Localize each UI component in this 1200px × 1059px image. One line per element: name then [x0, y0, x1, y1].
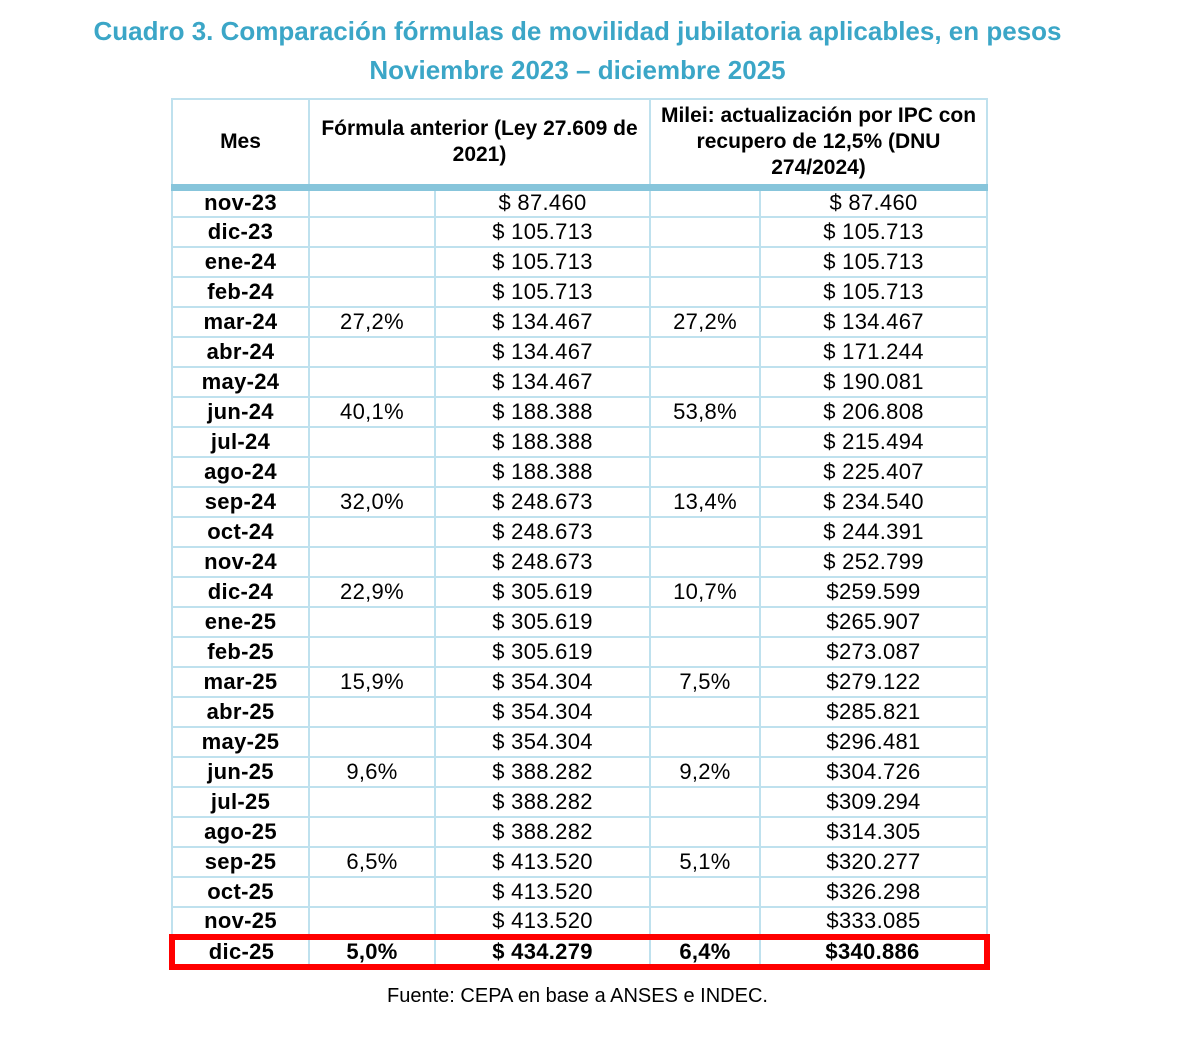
- cell-pct-milei: 10,7%: [650, 577, 760, 607]
- cell-monto-milei: $ 190.081: [760, 367, 987, 397]
- cell-monto-anterior: $ 134.467: [435, 307, 650, 337]
- cell-pct-milei: [650, 247, 760, 277]
- table-header: [172, 99, 987, 187]
- cell-monto-anterior: $ 305.619: [435, 607, 650, 637]
- table-row: [172, 637, 987, 667]
- header-row: [172, 99, 987, 187]
- header-mes: Mes: [172, 99, 309, 187]
- cell-monto-anterior: $ 248.673: [435, 487, 650, 517]
- cell-mes: nov-25: [172, 907, 309, 937]
- cell-monto-anterior: $ 354.304: [435, 727, 650, 757]
- cell-mes: ago-25: [172, 817, 309, 847]
- cell-mes: dic-23: [172, 217, 309, 247]
- cell-monto-anterior: $ 105.713: [435, 217, 650, 247]
- cell-pct-milei: [650, 217, 760, 247]
- table-row: [172, 607, 987, 637]
- cell-monto-milei: $273.087: [760, 637, 987, 667]
- cell-monto-anterior: $ 388.282: [435, 787, 650, 817]
- cell-pct-anterior: 27,2%: [309, 307, 435, 337]
- cell-pct-anterior: [309, 457, 435, 487]
- table-row: [172, 457, 987, 487]
- cell-mes: feb-25: [172, 637, 309, 667]
- cell-monto-milei: $340.886: [760, 937, 987, 967]
- cell-pct-anterior: [309, 217, 435, 247]
- cell-pct-anterior: 22,9%: [309, 577, 435, 607]
- cell-pct-anterior: 40,1%: [309, 397, 435, 427]
- cell-mes: oct-25: [172, 877, 309, 907]
- cell-mes: dic-25: [172, 937, 309, 967]
- table-row: [172, 247, 987, 277]
- cell-pct-anterior: [309, 787, 435, 817]
- cell-pct-milei: 13,4%: [650, 487, 760, 517]
- cell-pct-anterior: [309, 637, 435, 667]
- cell-monto-anterior: $ 413.520: [435, 877, 650, 907]
- table-title: Cuadro 3. Comparación fórmulas de movilidad jubilatoria aplicables, en pesos: [93, 16, 1062, 46]
- cell-monto-milei: $326.298: [760, 877, 987, 907]
- cell-monto-milei: $296.481: [760, 727, 987, 757]
- cell-monto-milei: $ 171.244: [760, 337, 987, 367]
- source-note: Fuente: CEPA en base a ANSES e INDEC.: [387, 985, 768, 1007]
- table-row: [172, 697, 987, 727]
- cell-pct-milei: [650, 637, 760, 667]
- cell-pct-milei: [650, 907, 760, 937]
- comparison-table: [169, 98, 990, 970]
- cell-mes: abr-24: [172, 337, 309, 367]
- table-row: [172, 547, 987, 577]
- cell-pct-milei: 7,5%: [650, 667, 760, 697]
- cell-pct-milei: [650, 727, 760, 757]
- cell-pct-milei: [650, 337, 760, 367]
- cell-monto-milei: $ 87.460: [760, 187, 987, 217]
- cell-pct-milei: [650, 817, 760, 847]
- cell-monto-milei: $ 225.407: [760, 457, 987, 487]
- cell-pct-milei: [650, 787, 760, 817]
- cell-monto-anterior: $ 87.460: [435, 187, 650, 217]
- cell-monto-milei: $ 134.467: [760, 307, 987, 337]
- cell-monto-anterior: $ 188.388: [435, 427, 650, 457]
- cell-monto-anterior: $ 305.619: [435, 577, 650, 607]
- cell-monto-anterior: $ 388.282: [435, 757, 650, 787]
- cell-pct-anterior: 6,5%: [309, 847, 435, 877]
- cell-monto-anterior: $ 134.467: [435, 337, 650, 367]
- cell-monto-milei: $265.907: [760, 607, 987, 637]
- table-row: [172, 817, 987, 847]
- cell-monto-milei: $ 206.808: [760, 397, 987, 427]
- cell-mes: jul-24: [172, 427, 309, 457]
- cell-mes: sep-24: [172, 487, 309, 517]
- table-row: [172, 937, 987, 967]
- cell-mes: oct-24: [172, 517, 309, 547]
- cell-monto-milei: $314.305: [760, 817, 987, 847]
- cell-pct-anterior: [309, 547, 435, 577]
- cell-mes: ene-24: [172, 247, 309, 277]
- cell-pct-anterior: [309, 517, 435, 547]
- cell-pct-milei: [650, 547, 760, 577]
- cell-pct-milei: [650, 697, 760, 727]
- cell-pct-anterior: [309, 907, 435, 937]
- cell-monto-milei: $ 105.713: [760, 217, 987, 247]
- cell-pct-anterior: 9,6%: [309, 757, 435, 787]
- cell-monto-anterior: $ 434.279: [435, 937, 650, 967]
- cell-monto-milei: $279.122: [760, 667, 987, 697]
- table-row: [172, 487, 987, 517]
- cell-monto-milei: $259.599: [760, 577, 987, 607]
- cell-pct-milei: 5,1%: [650, 847, 760, 877]
- cell-mes: feb-24: [172, 277, 309, 307]
- cell-pct-milei: 6,4%: [650, 937, 760, 967]
- cell-monto-milei: $333.085: [760, 907, 987, 937]
- cell-mes: abr-25: [172, 697, 309, 727]
- table-row: [172, 187, 987, 217]
- table-row: [172, 877, 987, 907]
- cell-pct-milei: [650, 517, 760, 547]
- cell-pct-anterior: [309, 247, 435, 277]
- cell-monto-milei: $ 105.713: [760, 247, 987, 277]
- cell-pct-milei: 27,2%: [650, 307, 760, 337]
- cell-pct-milei: [650, 877, 760, 907]
- table-row: [172, 307, 987, 337]
- cell-pct-milei: [650, 187, 760, 217]
- cell-pct-anterior: [309, 877, 435, 907]
- table-row: [172, 517, 987, 547]
- table-row: [172, 847, 987, 877]
- cell-pct-milei: [650, 457, 760, 487]
- table-subtitle: Noviembre 2023 – diciembre 2025: [369, 55, 786, 85]
- cell-pct-anterior: [309, 277, 435, 307]
- table-body: [172, 187, 987, 967]
- cell-pct-milei: [650, 427, 760, 457]
- cell-pct-anterior: 32,0%: [309, 487, 435, 517]
- cell-monto-anterior: $ 105.713: [435, 277, 650, 307]
- table-row: [172, 667, 987, 697]
- cell-mes: mar-24: [172, 307, 309, 337]
- cell-monto-milei: $285.821: [760, 697, 987, 727]
- cell-mes: mar-25: [172, 667, 309, 697]
- table-row: [172, 367, 987, 397]
- page-title: [0, 0, 1155, 90]
- table-row: [172, 907, 987, 937]
- cell-pct-anterior: 15,9%: [309, 667, 435, 697]
- cell-pct-milei: 9,2%: [650, 757, 760, 787]
- cell-pct-milei: [650, 607, 760, 637]
- cell-monto-anterior: $ 248.673: [435, 547, 650, 577]
- cell-pct-anterior: [309, 367, 435, 397]
- cell-mes: ene-25: [172, 607, 309, 637]
- cell-mes: may-24: [172, 367, 309, 397]
- cell-pct-anterior: [309, 337, 435, 367]
- cell-pct-anterior: [309, 187, 435, 217]
- cell-monto-anterior: $ 248.673: [435, 517, 650, 547]
- cell-monto-milei: $ 105.713: [760, 277, 987, 307]
- cell-monto-anterior: $ 134.467: [435, 367, 650, 397]
- cell-monto-milei: $309.294: [760, 787, 987, 817]
- cell-monto-milei: $ 215.494: [760, 427, 987, 457]
- cell-pct-anterior: [309, 817, 435, 847]
- cell-monto-milei: $ 234.540: [760, 487, 987, 517]
- cell-mes: jul-25: [172, 787, 309, 817]
- cell-mes: ago-24: [172, 457, 309, 487]
- cell-mes: dic-24: [172, 577, 309, 607]
- cell-monto-milei: $320.277: [760, 847, 987, 877]
- cell-monto-anterior: $ 188.388: [435, 397, 650, 427]
- cell-pct-anterior: 5,0%: [309, 937, 435, 967]
- cell-pct-anterior: [309, 727, 435, 757]
- cell-monto-milei: $ 244.391: [760, 517, 987, 547]
- cell-mes: jun-24: [172, 397, 309, 427]
- cell-monto-milei: $304.726: [760, 757, 987, 787]
- cell-pct-milei: [650, 277, 760, 307]
- cell-monto-milei: $ 252.799: [760, 547, 987, 577]
- cell-mes: sep-25: [172, 847, 309, 877]
- cell-monto-anterior: $ 413.520: [435, 847, 650, 877]
- table-row: [172, 427, 987, 457]
- cell-monto-anterior: $ 105.713: [435, 247, 650, 277]
- cell-mes: nov-24: [172, 547, 309, 577]
- table-row: [172, 277, 987, 307]
- cell-pct-milei: [650, 367, 760, 397]
- cell-pct-anterior: [309, 697, 435, 727]
- table-row: [172, 217, 987, 247]
- cell-mes: jun-25: [172, 757, 309, 787]
- table-row: [172, 787, 987, 817]
- cell-monto-anterior: $ 413.520: [435, 907, 650, 937]
- cell-monto-anterior: $ 305.619: [435, 637, 650, 667]
- table-row: [172, 337, 987, 367]
- table-row: [172, 757, 987, 787]
- cell-monto-anterior: $ 354.304: [435, 697, 650, 727]
- cell-monto-anterior: $ 388.282: [435, 817, 650, 847]
- cell-mes: nov-23: [172, 187, 309, 217]
- cell-monto-anterior: $ 188.388: [435, 457, 650, 487]
- cell-pct-anterior: [309, 427, 435, 457]
- cell-mes: may-25: [172, 727, 309, 757]
- cell-pct-milei: 53,8%: [650, 397, 760, 427]
- header-formula-anterior: Fórmula anterior (Ley 27.609 de 2021): [309, 99, 650, 187]
- cell-pct-anterior: [309, 607, 435, 637]
- table-row: [172, 727, 987, 757]
- cell-monto-anterior: $ 354.304: [435, 667, 650, 697]
- table-row: [172, 577, 987, 607]
- header-milei: Milei: actualización por IPC con recupero de 12,5% (DNU 274/2024): [650, 99, 987, 187]
- table-row: [172, 397, 987, 427]
